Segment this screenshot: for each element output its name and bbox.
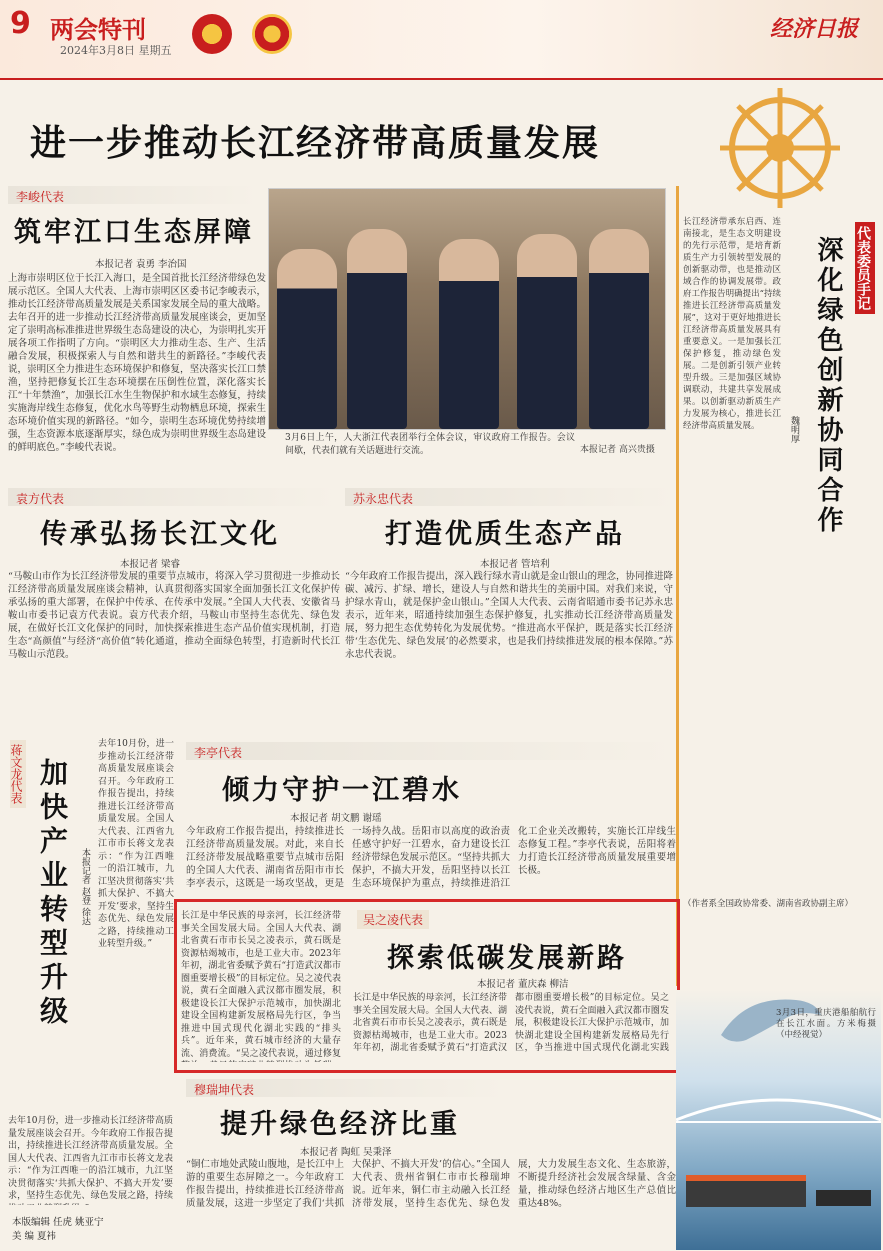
main-headline: 进一步推动长江经济带高质量发展 [30,123,601,164]
article-4-label: 李亭代表 [194,746,243,760]
sidebar-footer: （作者系全国政协常委、湖南省政协副主席） [683,899,854,909]
photo-caption: 3月6日上午，人大浙江代表团举行全体会议，审议政府工作报告。会议间歇，代表们就有关话题进行交流。 [285,433,575,456]
national-emblem-icon [192,14,232,54]
bridge-icon [676,1080,881,1140]
sidebar-body: 长江经济带承东启西、连南接北，是生态文明建设的先行示范带，是培育新质生产力引领转型发展的创新驱动带，也是推动区域合作的协调发展带。政府工作报告明确提出“持续推进长江经济带高质量发展”，这对于更好地推进长江经济带高质量发展具有重要意义。一是加强长江保护修复，推动绿色发展。二是创新引领产业转型升级。三是加强区域协调联动，共建共享发展成果。以创新驱动新质生产力发展为核心，推进长江经济带高质量发展。 [683,217,781,431]
article-6-label-bar [186,1079,506,1097]
article-1-label: 李峻代表 [16,190,65,204]
article-5-title: 探索低碳发展新路 [387,943,627,974]
cargo-ship [816,1190,871,1206]
article-7-body-continued: 去年10月份，进一步推动长江经济带高质量发展座谈会召开。今年政府工作报告提出，持续推进长江经济带高质量发展。全国人大代表、江西省九江市市长蒋文龙表示：“作为江西唯一的沿江城市，九江坚决贯彻落实‘共抓大保护、不搞大开发’要求，坚持生态优先、绿色发展之路，持续 [8,1116,173,1201]
article-2-title: 传承弘扬长江文化 [40,519,280,550]
article-7 [4,738,174,1113]
person-figure [517,234,577,429]
sidebar-commentary [676,186,879,986]
masthead: 经济日报 [770,16,859,42]
article-5-body-left: 长江是中华民族的母亲河，长江经济带事关全国发展大局。全国人大代表、湖北省黄石市市长吴之凌表示，黄石既是资源枯竭城市，也是工业大市。2023年年初，湖北省委赋予黄石“打造武汉都市圈重要增长极”的目标定位。吴之凌代表说，黄石全面融入武汉都市圈发展，积极建设长江大保护示范城市，加快湖北建设全国构建新发展格局先行区，争当推进中国式现代化湖北实践的“排头兵”。近年来，黄石城市经济的大量存流、消费流。“吴之凌代表说，通过修复 [181,911,341,1059]
person-figure [439,239,499,429]
person-figure [347,229,407,429]
article-5-body-right: 长江是中华民族的母亲河，长江经济带事关全国发展大局。全国人大代表、湖北省黄石市市长吴之凌表示，黄石既是资源枯竭城市，也是工业大市。2023年年初，湖北省委赋予黄石“打造武汉都市圈重要增长极”的目标定位。吴之凌代表说，黄石全面融入武汉都市圈发展，积极建设长江大保护示范城市，加快湖北建设全国构建新发展格局先行区，争当推进中国式现代化湖北实践 [353,993,669,1053]
article-6-label: 穆瑞坤代表 [194,1083,255,1097]
article-7-body: 去年10月份，进一步推动长江经济带高质量发展座谈会召开。今年政府工作报告提出，持续推进长江经济带高质量发展。全国人大代表、江西省九江市市长蒋文龙表示：“作为江西唯一的沿江城市，九江坚决贯彻落实‘共抓大保护、不搞大开发’要求，坚持生态优先、绿色发展之路，持续推动工业转型升级。” [98,739,174,949]
article-7-byline: 本报记者 赵登 徐达 [80,848,90,926]
editors-line-1: 本版编辑 任虎 姚亚宁 [12,1217,104,1228]
article-6-byline: 本报记者 陶虹 吴秉泽 [300,1147,392,1158]
article-1-label-bar [8,186,258,204]
article-7-label: 蒋文龙代表 [10,740,26,808]
article-1-body: 上海市崇明区位于长江入海口，是全国首批长江经济带绿色发展示范区。全国人大代表、上海市崇明区区委书记李峻表示，推动长江经济带高质量发展是关系国家发展全局的重大战略。去年召开的进一步推动长江经济带高质量发展座谈会，更加坚定了崇明高标准推进世界级生态岛建设的决心，为崇明扎实开展各项工作指明了方向。“崇明区大力推动生态、生产、生活融合发展，积极探索人与自然和谐共生的新路径。”李峻代表说，崇明区全力推进生态环境保护和修复，坚决落实长江口禁渔，坚持把修复长江生态环境摆在压倒性位置，深化落实长江“十年禁渔”，加强长江水生生物保护和水域生态修复，持续实施海岸线生态修复，优化水鸟等野生动物栖息环境，探索生态环境价值实现的新路径。“如今，崇明生态环境优势持续增强，生态资源本底逐渐厚实，绿色成为崇明世界级生态岛建设的鲜明底色。”李峻代表说。 [8,273,266,453]
cargo-ship [686,1175,806,1207]
article-3-body: “今年政府工作报告提出，深入践行绿水青山就是金山银山的理念，协同推进降碳、减污、扩绿、增长，建设人与自然和谐共生的美丽中国。对我们来说，守护绿水青山，就是保护金山银山。”全国人大代表、云南省昭通市委书记苏永忠表示，近年来，昭通持续加强生态保护修复，扎实推动长江经济带高质量发展，努力把生态优势转化为发展优势。“推进高水平保护，既是落实长江经济带‘生态优先、绿色发展’的必然要求，也是我们持续推进发展的根本保障。”苏永忠代表说。 [345,571,673,660]
section-name: 两会特刊 [50,16,146,44]
issue-date: 2024年3月8日 星期五 [60,44,172,57]
article-5-label: 吴之凌代表 [357,910,429,929]
sidebar-label: 代表委员手记 [855,222,875,314]
article-4-byline: 本报记者 胡文鹏 谢瑶 [290,813,382,824]
sidebar-title: 深化绿色创新协同合作 [813,236,843,536]
article-7-title: 加快产业转型升级 [36,758,69,1030]
article-6-title: 提升绿色经济比重 [220,1109,460,1140]
article-2-byline: 本报记者 梁睿 [120,559,181,570]
article-3-label-bar [345,488,675,506]
article-4-body: 今年政府工作报告提出，持续推进长江经济带高质量发展。对此，来自长江经济带发展战略重要节点城市岳阳的全国人大代表、湖南省岳阳市市长李亭表示，这既是一场攻坚战，更是一场持久战。岳阳市以高度的政治责任感守护好一江碧水，奋力建设长江经济带绿色发展示范区。“坚持共抓大保护，不搞大开发，岳阳坚持以长江生态环境保护为重点，持续推进沿江化工企业关改搬转，实施长江岸线生态修复工程。”李亭代表说，岳阳将着力打造长江经济带高质量发展重要增长极。 [186,826,676,889]
cppcc-emblem-icon [252,14,292,54]
article-3-title: 打造优质生态产品 [385,519,625,550]
page-header [0,0,883,78]
page-number: 9 [10,6,31,41]
article-1-title: 筑牢江口生态屏障 [14,217,254,248]
person-figure [589,229,649,429]
sidebar-author: 魏明厚 [789,416,799,443]
article-6-body: “铜仁市地处武陵山腹地，是长江中上游的重要生态屏障之一。今年政府工作报告提出，持续推进长江经济带高质量发展，这进一步坚定了我们‘共抓大保护、不搞大开发’的信心。”全国人大代表、贵州省铜仁市市长穆瑞坤说。近年来，铜仁市主动融入长江经济带发展，坚持生态优先、绿色发展，大力发展生态文化、生态旅游，不断提升经济社会发展含绿量、含金量，推动绿色经济占地区生产总值比重达48%。 [186,1159,676,1209]
article-5-byline: 本报记者 董庆森 柳洁 [477,979,569,990]
photo-credit: 本报记者 高兴贵摄 [580,445,655,455]
article-2-label: 袁方代表 [16,492,65,506]
article-3-label: 苏永忠代表 [353,492,414,506]
river-photo-caption: 3月3日，重庆港船舶航行在长江水面。方米梅摄（中经视觉） [776,1008,876,1040]
person-figure [277,249,337,429]
editors-credit [12,1216,172,1244]
article-5-highlight [174,899,680,1073]
article-2-label-bar [8,488,338,506]
article-4-title: 倾力守护一江碧水 [222,775,462,806]
delegates-photo [268,188,666,430]
article-1-byline: 本报记者 袁勇 李治国 [95,259,187,270]
editors-line-2: 美 编 夏祎 [12,1231,57,1242]
article-4-label-bar [186,742,676,760]
article-3-byline: 本报记者 管培利 [480,559,550,570]
article-2-body: “马鞍山市作为长江经济带发展的重要节点城市，将深入学习贯彻进一步推动长江经济带高质量发展座谈会精神，认真贯彻落实国家全面加强长江文化保护传承弘扬的重大部署，在保护中传承、在传承中发展。”全国人大代表、安徽省马鞍山市委书记袁方代表说。袁方代表介绍，马鞍山市坚持生态优先、绿色发展，在做好长江文化保护的同时，加快探索推进生态产品价值实现机制，打造生态“高颜值”与经济“高价值”转化通道，推动全面绿色转型，打造新时代长江马鞍山示范段。 [8,571,340,660]
